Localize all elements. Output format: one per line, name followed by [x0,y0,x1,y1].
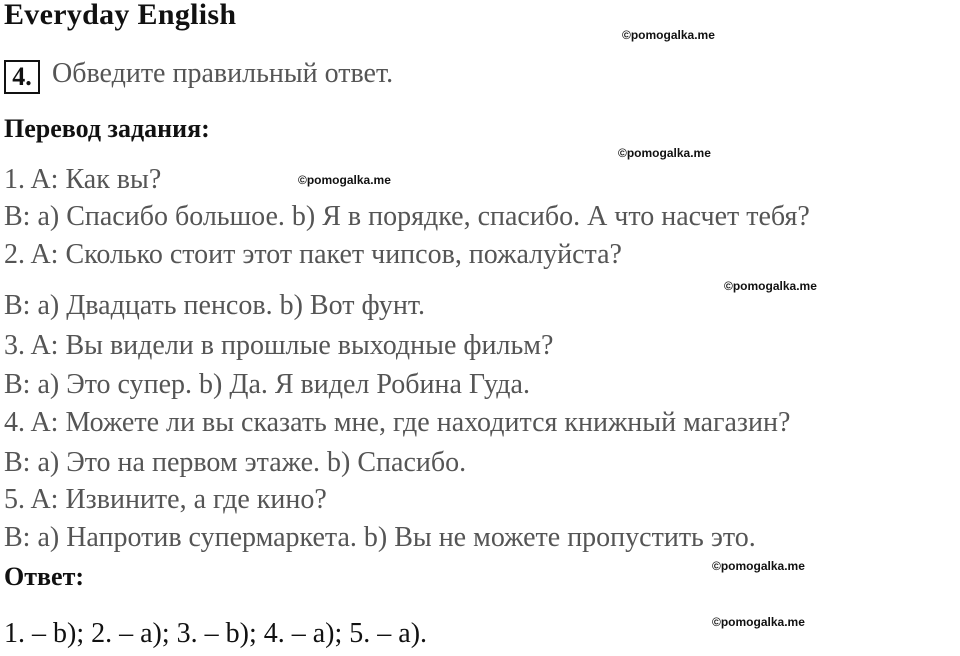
watermark: ©pomogalka.me [724,279,817,293]
dialogue-line: 1. A: Как вы? [4,164,162,195]
dialogue-line: B: a) Двадцать пенсов. b) Вот фунт. [4,290,425,321]
answer-text: 1. – b); 2. – a); 3. – b); 4. – a); 5. – a). [4,618,428,649]
dialogue-line: 2. A: Сколько стоит этот пакет чипсов, пожалуйста? [4,239,622,270]
dialogue-line: B: a) Спасибо большое. b) Я в порядке, спасибо. А что насчет тебя? [4,201,810,232]
answer-heading: Ответ: [4,562,85,591]
dialogue-line: B: a) Это супер. b) Да. Я видел Робина Гуда. [4,369,530,400]
watermark: ©pomogalka.me [712,559,805,573]
dialogue-line: B: a) Напротив супермаркета. b) Вы не можете пропустить это. [4,522,756,553]
dialogue-line: 3. A: Вы видели в прошлые выходные фильм? [4,330,554,361]
dialogue-line: 5. A: Извините, а где кино? [4,484,327,515]
page-title: Everyday English [4,0,237,31]
watermark: ©pomogalka.me [618,146,711,160]
task-instruction: Обведите правильный ответ. [52,58,394,89]
task-number: 4. [4,60,40,94]
translation-heading: Перевод задания: [4,114,210,143]
watermark: ©pomogalka.me [298,173,391,187]
watermark: ©pomogalka.me [622,28,715,42]
dialogue-line: B: a) Это на первом этаже. b) Спасибо. [4,447,467,478]
dialogue-line: 4. A: Можете ли вы сказать мне, где находится книжный магазин? [4,407,791,438]
watermark: ©pomogalka.me [712,615,805,629]
